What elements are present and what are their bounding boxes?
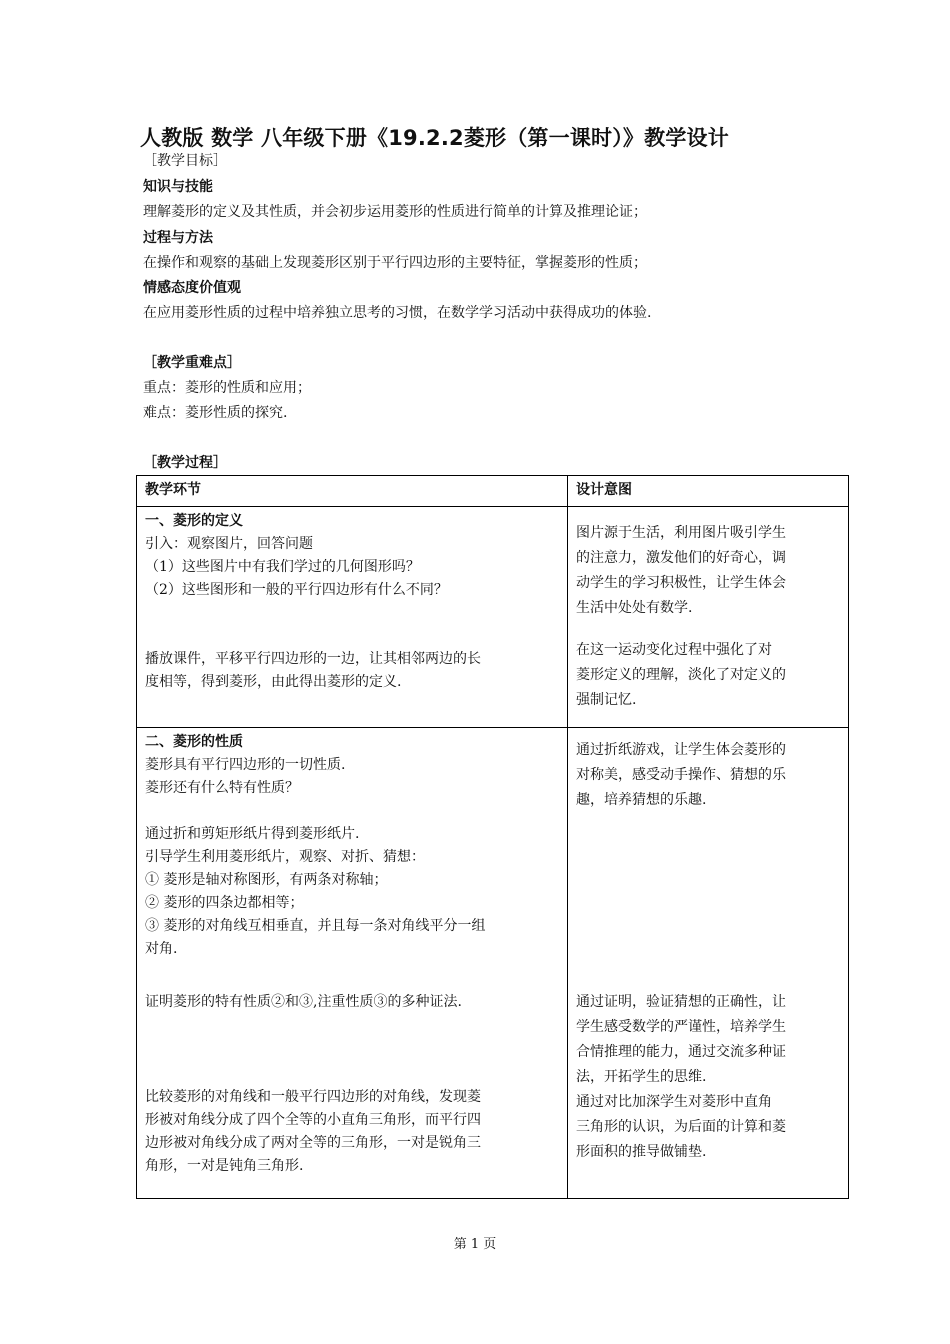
text-line: 动学生的学习积极性，让学生体会	[576, 575, 786, 591]
objectives-heading: ［教学目标］	[143, 153, 227, 169]
text-line: 趣，培养猜想的乐趣.	[576, 792, 707, 808]
section-properties-intent	[568, 728, 849, 1199]
text-line: 形被对角线分成了四个全等的小直角三角形，而平行四	[145, 1112, 481, 1128]
text-line: 对角.	[145, 941, 178, 957]
text-line: 法，开拓学生的思维.	[576, 1069, 707, 1085]
table-row	[137, 507, 849, 728]
text-line: 菱形定义的理解，淡化了对定义的	[576, 667, 786, 683]
text-line: 比较菱形的对角线和一般平行四边形的对角线，发现菱	[145, 1089, 481, 1105]
text-line: 菱形还有什么特有性质？	[145, 780, 299, 796]
text-line: 通过折和剪矩形纸片得到菱形纸片.	[145, 826, 360, 842]
text-line: 形面积的推导做铺垫.	[576, 1144, 707, 1160]
text-line: 通过折纸游戏，让学生体会菱形的	[576, 742, 786, 758]
text-line: 图片源于生活，利用图片吸引学生	[576, 525, 786, 541]
table-row	[137, 728, 849, 1199]
objective-label-process: 过程与方法	[143, 230, 213, 246]
text-line: ① 菱形是轴对称图形，有两条对称轴；	[145, 872, 388, 888]
text-line: 播放课件，平移平行四边形的一边，让其相邻两边的长	[145, 651, 481, 667]
text-line: 强制记忆.	[576, 692, 637, 708]
process-table	[136, 475, 849, 1199]
objective-text-attitude: 在应用菱形性质的过程中培养独立思考的习惯，在数学学习活动中获得成功的体验.	[143, 305, 652, 321]
text-line: 通过证明，验证猜想的正确性，让	[576, 994, 786, 1010]
text-line: 引导学生利用菱形纸片，观察、对折、猜想：	[145, 849, 425, 865]
text-line: 菱形具有平行四边形的一切性质.	[145, 757, 346, 773]
keypoint-important: 重点：菱形的性质和应用；	[143, 380, 311, 396]
keypoints-heading: ［教学重难点］	[143, 355, 241, 371]
keypoint-difficult: 难点：菱形性质的探究.	[143, 405, 288, 421]
text-line: （1）这些图片中有我们学过的几何图形吗？	[145, 559, 420, 575]
text-line: 通过对比加深学生对菱形中直角	[576, 1094, 772, 1110]
column-header-stage: 教学环节	[137, 476, 568, 507]
section-definition-intent	[568, 507, 849, 728]
text-line: 合情推理的能力，通过交流多种证	[576, 1044, 786, 1060]
section-definition-content	[137, 507, 568, 728]
text-line: 三角形的认识，为后面的计算和菱	[576, 1119, 786, 1135]
page-number: 第 1 页	[453, 1237, 497, 1252]
column-header-intent: 设计意图	[568, 476, 849, 507]
objective-text-process: 在操作和观察的基础上发现菱形区别于平行四边形的主要特征，掌握菱形的性质；	[143, 255, 647, 271]
text-line: 证明菱形的特有性质②和③,注重性质③的多种证法.	[145, 994, 462, 1010]
text-line: 学生感受数学的严谨性，培养学生	[576, 1019, 786, 1035]
text-line: 的注意力，激发他们的好奇心，调	[576, 550, 786, 566]
objective-label-attitude: 情感态度价值观	[143, 280, 241, 296]
document-title: 人教版 数学 八年级下册《19.2.2菱形（第一课时）》教学设计	[140, 126, 729, 150]
table-header-row	[137, 476, 849, 507]
section-title: 二、菱形的性质	[145, 734, 243, 750]
section-title: 一、菱形的定义	[145, 513, 243, 529]
text-line: 度相等，得到菱形，由此得出菱形的定义.	[145, 674, 402, 690]
text-line: 引入：观察图片，回答问题	[145, 536, 313, 552]
text-line: 在这一运动变化过程中强化了对	[576, 642, 772, 658]
objective-label-knowledge: 知识与技能	[143, 179, 213, 195]
text-line: ③ 菱形的对角线互相垂直，并且每一条对角线平分一组	[145, 918, 486, 934]
text-line: 生活中处处有数学.	[576, 600, 693, 616]
text-line: 边形被对角线分成了两对全等的三角形，一对是锐角三	[145, 1135, 481, 1151]
text-line: （2）这些图形和一般的平行四边形有什么不同？	[145, 582, 448, 598]
text-line: 角形，一对是钝角三角形.	[145, 1158, 304, 1174]
section-properties-content	[137, 728, 568, 1199]
objective-text-knowledge: 理解菱形的定义及其性质，并会初步运用菱形的性质进行简单的计算及推理论证；	[143, 204, 647, 220]
process-heading: ［教学过程］	[143, 455, 227, 471]
text-line: ② 菱形的四条边都相等；	[145, 895, 304, 911]
text-line: 对称美，感受动手操作、猜想的乐	[576, 767, 786, 783]
